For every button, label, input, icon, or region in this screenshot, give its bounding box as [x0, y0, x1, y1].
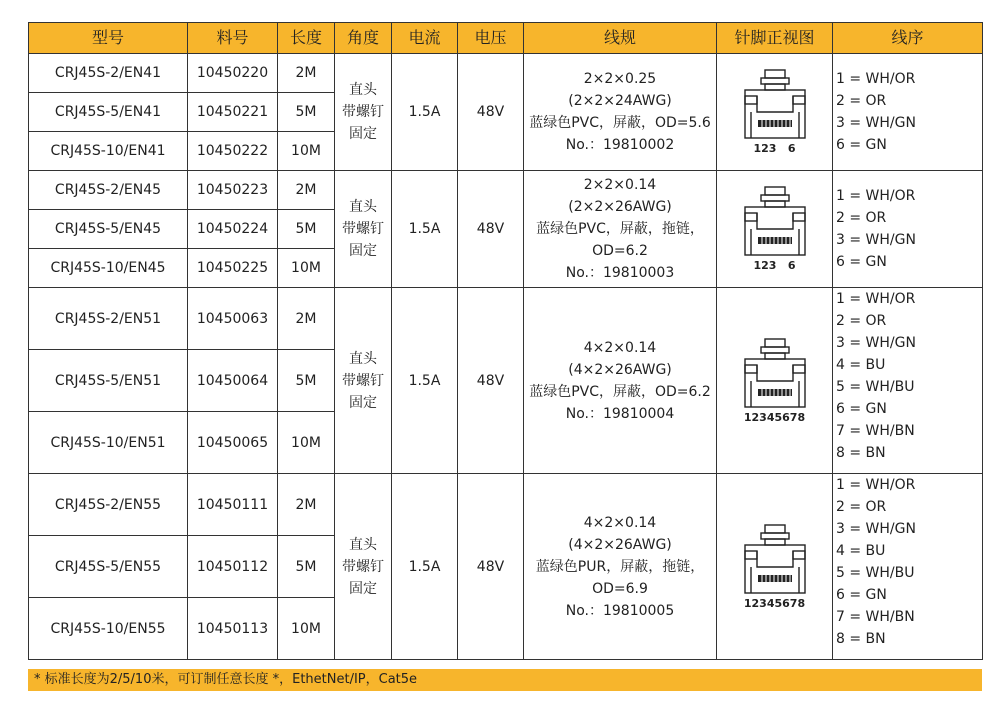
angle-line: 固定 — [349, 126, 377, 142]
spec-table — [28, 22, 983, 660]
header-part: 料号 — [188, 23, 278, 54]
model-cell: CRJ45S-10/EN51 — [29, 412, 188, 474]
angle-cell — [335, 54, 392, 171]
gauge-line: OD=6.9 — [592, 580, 648, 597]
model-cell: CRJ45S-10/EN55 — [29, 598, 188, 660]
model-cell: CRJ45S-5/EN55 — [29, 536, 188, 598]
gauge-line: 2×2×0.14 — [583, 177, 657, 193]
sequence-line: 4 = BU — [836, 357, 886, 373]
angle-cell — [335, 288, 392, 474]
sequence-line: 3 = WH/GN — [836, 115, 916, 131]
gauge-line: 4×2×0.14 — [583, 514, 657, 531]
model-cell: CRJ45S-5/EN41 — [29, 93, 188, 132]
current-cell: 1.5A — [392, 54, 458, 171]
table-row — [29, 474, 983, 536]
angle-cell — [335, 171, 392, 288]
current-cell: 1.5A — [392, 288, 458, 474]
model-cell: CRJ45S-10/EN41 — [29, 132, 188, 171]
angle-line: 带螺钉 — [342, 558, 384, 575]
gauge-line: 蓝绿色PVC，屏蔽，OD=5.6 — [529, 115, 711, 131]
header-length: 长度 — [278, 23, 335, 54]
model-cell: CRJ45S-2/EN51 — [29, 288, 188, 350]
header-pin-view: 针脚正视图 — [717, 23, 833, 54]
sequence-line: 8 = BN — [836, 631, 886, 647]
gauge-cell — [524, 474, 717, 660]
pin-number-label: 12345678 — [743, 410, 806, 424]
rj45-connector-icon — [743, 523, 807, 595]
gauge-line: No.：19810005 — [565, 602, 675, 619]
voltage-cell: 48V — [458, 54, 524, 171]
angle-line: 直头 — [349, 536, 377, 553]
table-row — [29, 171, 983, 210]
gauge-line: 蓝绿色PVC，屏蔽，OD=6.2 — [529, 383, 711, 400]
gauge-line: (2×2×26AWG) — [568, 199, 672, 215]
part-number-cell: 10450065 — [188, 412, 278, 474]
table-row — [29, 288, 983, 350]
current-cell: 1.5A — [392, 474, 458, 660]
pin-number-label: 12345678 — [743, 596, 806, 610]
gauge-line: (4×2×26AWG) — [568, 361, 672, 378]
part-number-cell: 10450223 — [188, 171, 278, 210]
header-voltage: 电压 — [458, 23, 524, 54]
part-number-cell: 10450221 — [188, 93, 278, 132]
part-number-cell: 10450063 — [188, 288, 278, 350]
part-number-cell: 10450224 — [188, 210, 278, 249]
sequence-line: 2 = OR — [836, 499, 887, 515]
sequence-line: 8 = BN — [836, 445, 886, 461]
header-current: 电流 — [392, 23, 458, 54]
angle-line: 固定 — [349, 243, 377, 259]
sequence-line: 5 = WH/BU — [836, 565, 915, 581]
gauge-line: (2×2×24AWG) — [568, 93, 672, 109]
header-gauge: 线规 — [524, 23, 717, 54]
length-cell: 10M — [278, 249, 335, 288]
rj45-connector-icon — [743, 68, 807, 140]
part-number-cell: 10450113 — [188, 598, 278, 660]
gauge-line: 2×2×0.25 — [583, 71, 657, 87]
sequence-line: 3 = WH/GN — [836, 521, 916, 537]
model-cell: CRJ45S-5/EN45 — [29, 210, 188, 249]
wire-sequence-cell — [833, 171, 983, 288]
wire-sequence-cell — [833, 474, 983, 660]
header-sequence: 线序 — [833, 23, 983, 54]
voltage-cell: 48V — [458, 474, 524, 660]
sequence-line: 7 = WH/BN — [836, 609, 915, 625]
sequence-line: 3 = WH/GN — [836, 335, 916, 351]
angle-line: 带螺钉 — [342, 221, 384, 237]
length-cell: 5M — [278, 536, 335, 598]
sequence-line: 4 = BU — [836, 543, 886, 559]
sequence-line: 7 = WH/BN — [836, 423, 915, 439]
sequence-line: 2 = OR — [836, 210, 887, 226]
angle-line: 带螺钉 — [342, 104, 384, 120]
length-cell: 5M — [278, 210, 335, 249]
part-number-cell: 10450064 — [188, 350, 278, 412]
pin-number-label: 123 6 — [753, 259, 796, 272]
gauge-line: 蓝绿色PUR，屏蔽，拖链， — [535, 558, 705, 575]
length-cell: 5M — [278, 350, 335, 412]
angle-line: 固定 — [349, 580, 377, 597]
model-cell: CRJ45S-2/EN41 — [29, 54, 188, 93]
rj45-connector-icon — [743, 337, 807, 409]
pin-number-label: 123 6 — [753, 142, 796, 155]
gauge-line: No.：19810002 — [565, 137, 675, 153]
sequence-line: 1 = WH/OR — [836, 477, 916, 493]
voltage-cell: 48V — [458, 288, 524, 474]
model-cell: CRJ45S-2/EN55 — [29, 474, 188, 536]
gauge-cell — [524, 288, 717, 474]
length-cell: 2M — [278, 171, 335, 210]
model-cell: CRJ45S-2/EN45 — [29, 171, 188, 210]
model-cell: CRJ45S-5/EN51 — [29, 350, 188, 412]
angle-line: 带螺钉 — [342, 372, 384, 389]
sequence-line: 1 = WH/OR — [836, 188, 916, 204]
angle-line: 固定 — [349, 394, 377, 411]
table-body — [29, 54, 983, 660]
header-angle: 角度 — [335, 23, 392, 54]
gauge-line: (4×2×26AWG) — [568, 536, 672, 553]
pin-view-cell — [717, 54, 833, 171]
sequence-line: 2 = OR — [836, 313, 887, 329]
length-cell: 10M — [278, 598, 335, 660]
gauge-line: OD=6.2 — [592, 243, 648, 259]
pin-view-cell — [717, 474, 833, 660]
angle-cell — [335, 474, 392, 660]
sequence-line: 6 = GN — [836, 401, 887, 417]
pin-view-cell — [717, 288, 833, 474]
wire-sequence-cell — [833, 288, 983, 474]
angle-line: 直头 — [349, 199, 377, 215]
header-row — [29, 23, 983, 54]
wire-sequence-cell — [833, 54, 983, 171]
sequence-line: 6 = GN — [836, 137, 887, 153]
sequence-line: 5 = WH/BU — [836, 379, 915, 395]
length-cell: 2M — [278, 288, 335, 350]
gauge-cell — [524, 171, 717, 288]
part-number-cell: 10450225 — [188, 249, 278, 288]
part-number-cell: 10450111 — [188, 474, 278, 536]
length-cell: 2M — [278, 54, 335, 93]
header-model: 型号 — [29, 23, 188, 54]
sequence-line: 6 = GN — [836, 254, 887, 270]
gauge-line: No.：19810003 — [565, 265, 675, 281]
pin-view-cell — [717, 171, 833, 288]
length-cell: 5M — [278, 93, 335, 132]
sequence-line: 1 = WH/OR — [836, 71, 916, 87]
table-row — [29, 54, 983, 93]
rj45-connector-icon — [743, 185, 807, 257]
sequence-line: 6 = GN — [836, 587, 887, 603]
voltage-cell: 48V — [458, 171, 524, 288]
length-cell: 10M — [278, 412, 335, 474]
gauge-line: 蓝绿色PVC，屏蔽，拖链， — [536, 221, 704, 237]
angle-line: 直头 — [349, 82, 377, 98]
part-number-cell: 10450112 — [188, 536, 278, 598]
sequence-line: 1 = WH/OR — [836, 291, 916, 307]
gauge-cell — [524, 54, 717, 171]
sequence-line: 2 = OR — [836, 93, 887, 109]
part-number-cell: 10450222 — [188, 132, 278, 171]
length-cell: 10M — [278, 132, 335, 171]
footer-note: * 标准长度为2/5/10米，可订制任意长度 *，EthetNet/IP，Cat5e — [28, 669, 982, 691]
gauge-line: No.：19810004 — [565, 405, 675, 422]
angle-line: 直头 — [349, 350, 377, 367]
model-cell: CRJ45S-10/EN45 — [29, 249, 188, 288]
length-cell: 2M — [278, 474, 335, 536]
gauge-line: 4×2×0.14 — [583, 339, 657, 356]
sequence-line: 3 = WH/GN — [836, 232, 916, 248]
part-number-cell: 10450220 — [188, 54, 278, 93]
current-cell: 1.5A — [392, 171, 458, 288]
